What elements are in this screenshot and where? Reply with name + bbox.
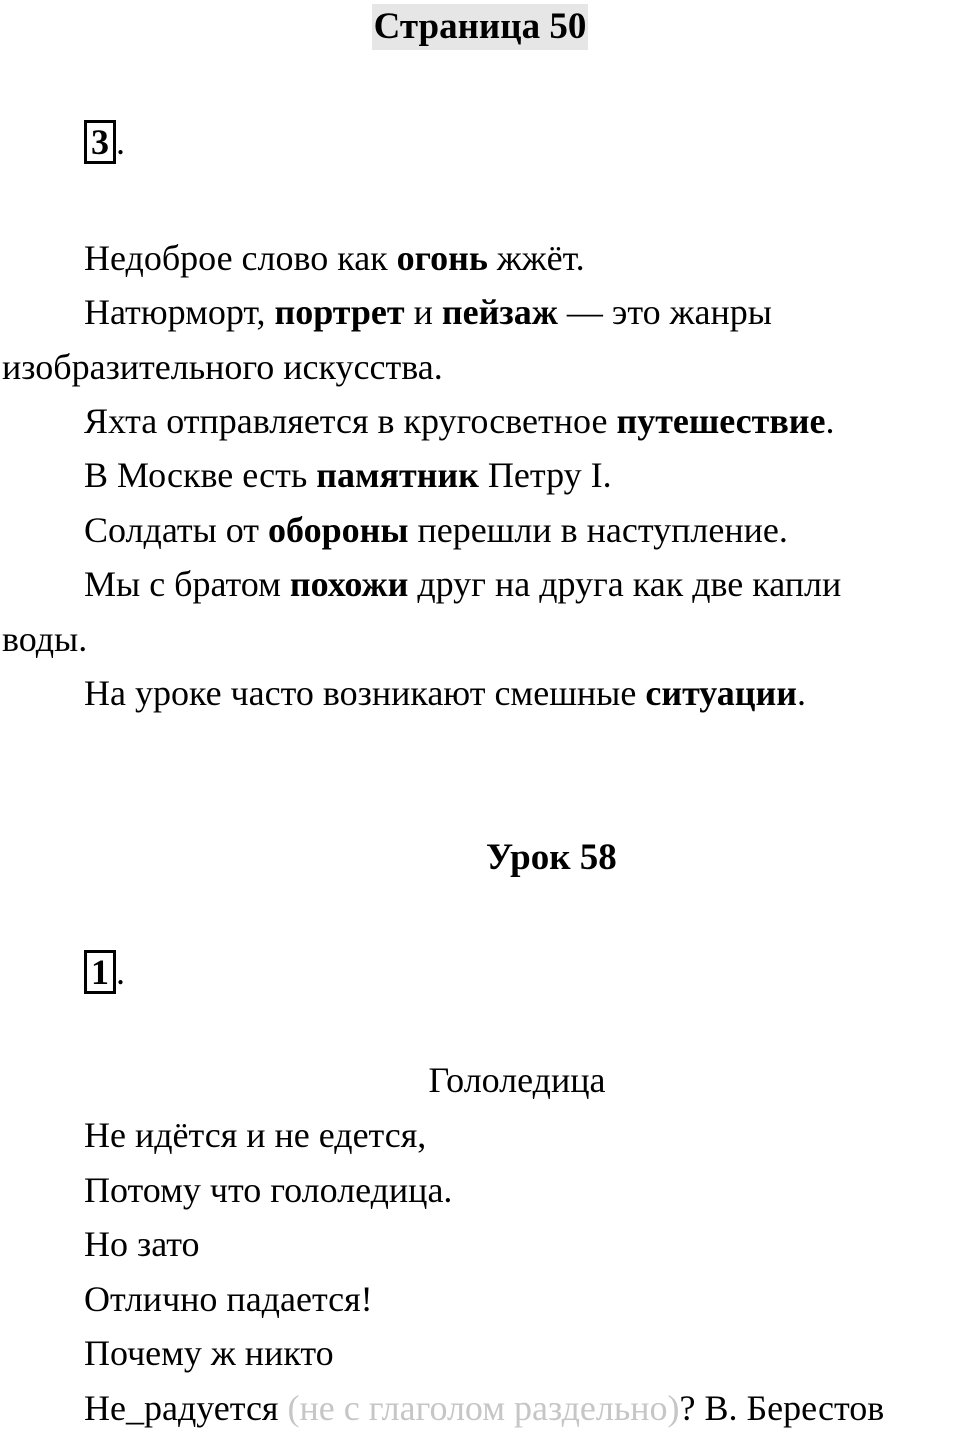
sentence-text: Петру I. bbox=[478, 455, 612, 495]
bold-word: обороны bbox=[268, 510, 409, 550]
sentence-text: — это жанры bbox=[557, 292, 772, 332]
sentence-line bbox=[84, 673, 806, 713]
lesson-heading: Урок 58 bbox=[486, 837, 617, 878]
sentence-text: жжёт. bbox=[487, 238, 585, 278]
sentence-text: и bbox=[404, 292, 442, 332]
bold-word: памятник bbox=[316, 455, 479, 495]
task-number-1 bbox=[84, 950, 125, 994]
bold-word: ситуации bbox=[645, 673, 798, 713]
bold-word: похожи bbox=[289, 564, 409, 604]
sentence-line bbox=[2, 347, 443, 387]
grammar-hint: (не с глаголом раздельно) bbox=[287, 1388, 680, 1428]
poem-last-line bbox=[84, 1388, 884, 1428]
sentence-line bbox=[84, 238, 585, 278]
sentence-line bbox=[2, 619, 87, 659]
sentence-text: Мы с братом bbox=[84, 564, 290, 604]
sentence-line bbox=[84, 401, 835, 441]
bold-word: портрет bbox=[274, 292, 405, 332]
sentence-text: Солдаты от bbox=[84, 510, 269, 550]
poem-line: Почему ж никто bbox=[84, 1333, 334, 1373]
poem-line: Потому что гололедица. bbox=[84, 1170, 453, 1210]
sentence-line bbox=[84, 564, 841, 604]
sentence-text: Натюрморт, bbox=[84, 292, 275, 332]
sentence-text: Недоброе слово как bbox=[84, 238, 397, 278]
sentence-text: перешли в наступление. bbox=[408, 510, 788, 550]
sentence-line bbox=[84, 455, 612, 495]
task-number-dot: . bbox=[116, 122, 125, 162]
sentence-text: На уроке часто возникают смешные bbox=[84, 673, 646, 713]
poem-title: Гололедица bbox=[428, 1060, 606, 1100]
task-number-3 bbox=[84, 120, 125, 164]
sentence-text: . bbox=[797, 673, 807, 713]
sentence-line bbox=[84, 510, 788, 550]
sentence-text: . bbox=[825, 401, 835, 441]
poem-text: Не_радуется bbox=[84, 1388, 288, 1428]
page-title: Страница 50 bbox=[372, 4, 589, 50]
bold-word: пейзаж bbox=[441, 292, 558, 332]
sentence-text: изобразительного искусства. bbox=[2, 347, 443, 387]
sentence-text: воды. bbox=[2, 619, 88, 659]
bold-word: огонь bbox=[396, 238, 488, 278]
poem-author: ? В. Берестов bbox=[679, 1388, 885, 1428]
sentence-text: В Москве есть bbox=[84, 455, 317, 495]
task-number-dot: . bbox=[116, 952, 125, 992]
poem-line: Не идётся и не едется, bbox=[84, 1115, 427, 1155]
sentence-text: друг на друга как две капли bbox=[408, 564, 842, 604]
bold-word: путешествие bbox=[616, 401, 826, 441]
task-number-box: 1 bbox=[84, 950, 116, 994]
sentence-text: Яхта отправляется в кругосветное bbox=[84, 401, 617, 441]
page-header bbox=[0, 4, 960, 50]
poem-line: Но зато bbox=[84, 1224, 200, 1264]
task-number-box: 3 bbox=[84, 120, 116, 164]
sentence-line bbox=[84, 292, 772, 332]
poem-line: Отлично падается! bbox=[84, 1279, 373, 1319]
